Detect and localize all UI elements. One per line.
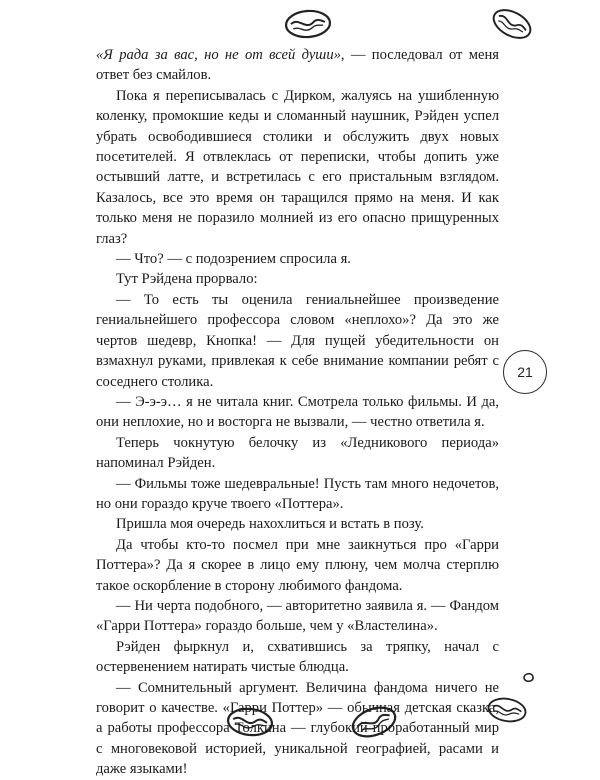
paragraph: — Ни черта подобного, — авторитетно заявила я. — Фандом «Гарри Поттера» гораздо больше, чем у «Властелина». — [96, 597, 499, 635]
page-number: 21 — [503, 350, 547, 394]
coffee-bean-icon — [280, 4, 336, 44]
paragraph: Пока я переписывалась с Дирком, жалуясь на ушибленную коленку, промокшие кеды и сломанный наушник, Рэйден успел убрать освободившиеся столики и обслужить двух новых посетителей. Я отвлеклась от переписки, чтобы допить уже остывший латте, и встретилась с его пристальным взглядом. Казалось, все это время он таращился прямо на меня. И как только меня не поразило молнией из его опасно прищуренных глаз? — [96, 87, 499, 247]
paragraph: — Э-э-э… я не читала книг. Смотрела только фильмы. И да, они неплохие, но и восторга не вызвали, — честно ответила я. — [96, 393, 499, 431]
paragraph: — Сомнительный аргумент. Величина фандома ничего не говорит о качестве. «Гарри Поттер» — обычная детская сказка, а работы профессора Толкина — глубокий проработанный мир с многовековой историей, уникальной географией, расами и даже языками! — [96, 679, 499, 778]
paragraph: Тут Рэйдена прорвало: — [116, 271, 258, 288]
paragraph: Теперь чокнутую белочку из «Ледникового периода» напоминал Рэйден. — [96, 434, 499, 472]
paragraph: Рэйден фыркнул и, схватившись за тряпку, начал с остервенением натирать чистые блюдца. — [96, 638, 499, 676]
bean-crumb-icon — [520, 669, 538, 687]
paragraph: — Что? — с подозрением спросила я. — [116, 251, 351, 268]
paragraph: — Фильмы тоже шедевральные! Пусть там много недочетов, но они гораздо круче твоего «Поттера». — [96, 475, 499, 512]
coffee-bean-icon — [486, 2, 538, 46]
paragraph: «Я рада за вас, но не от всей души», — последовал от меня ответ без смайлов. — [96, 47, 499, 84]
emphasized-quote: «Я рада за вас, но не от всей души» — [96, 47, 341, 63]
paragraph: — То есть ты оценила гениальнейшее произведение гениальнейшего профессора словом «неплохо»? Да это же чертов шедевр, Кнопка! — Для пущей убедительности он взмахнул руками, привлекая к себе внимание компании ребят с соседнего столика. — [96, 291, 499, 390]
paragraph: Пришла моя очередь нахохлиться и встать в позу. — [116, 516, 424, 533]
paragraph: Да чтобы кто-то посмел при мне заикнуться про «Гарри Поттера»? Да я скорее в лицо ему плюну, чем молча стерплю такое оскорбление в сторону любимого фандома. — [96, 536, 499, 594]
body-text — [96, 45, 499, 780]
